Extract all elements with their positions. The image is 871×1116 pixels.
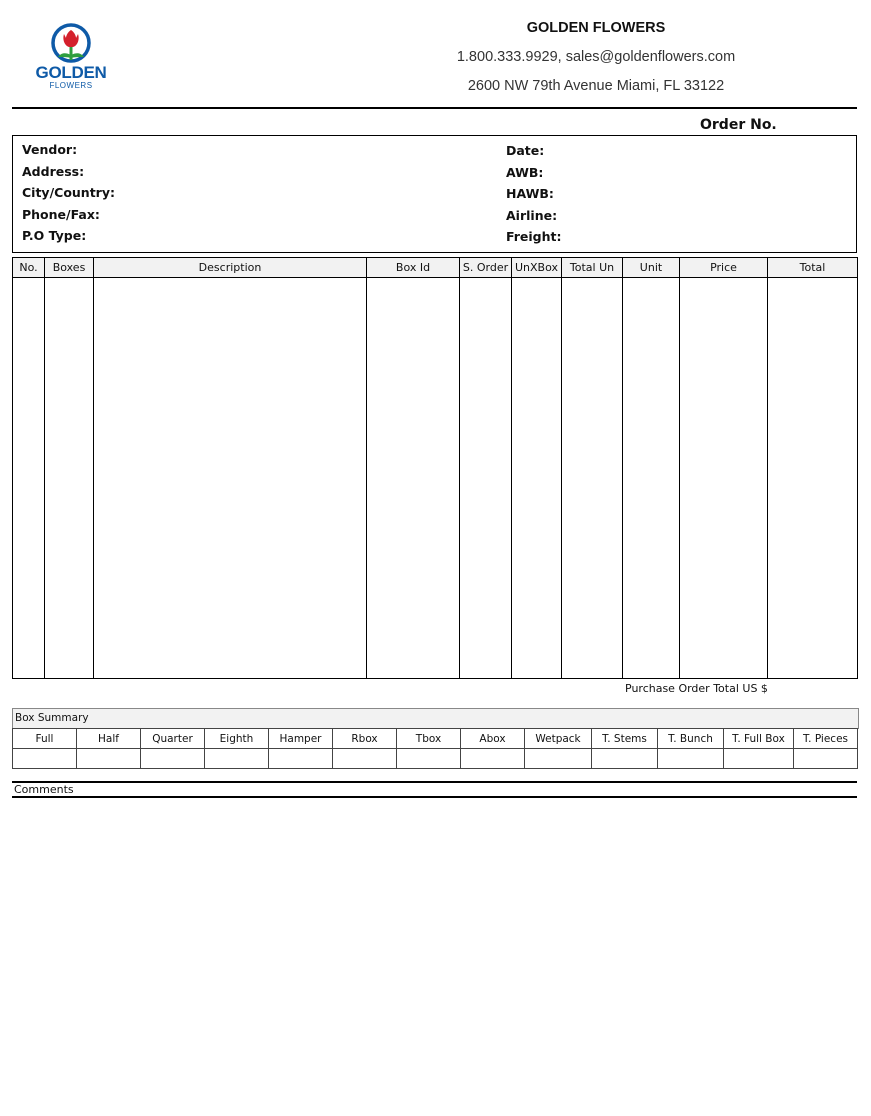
phone-fax-label: Phone/Fax: bbox=[22, 207, 100, 222]
summary-header-hamper: Hamper bbox=[269, 729, 333, 749]
box-summary-table bbox=[12, 728, 858, 769]
vendor-label: Vendor: bbox=[22, 142, 78, 157]
company-address: 2600 NW 79th Avenue Miami, FL 33122 bbox=[467, 78, 725, 94]
po-total-label: Purchase Order Total US $ bbox=[625, 682, 768, 695]
summary-cell-rbox bbox=[333, 749, 397, 769]
summary-header-t-pieces: T. Pieces bbox=[794, 729, 858, 749]
summary-cell-t-pieces bbox=[794, 749, 858, 769]
summary-header-t-full-box: T. Full Box bbox=[724, 729, 794, 749]
company-contact: 1.800.333.9929, sales@goldenflowers.com bbox=[456, 49, 736, 65]
comments-bottom-divider bbox=[12, 796, 857, 798]
summary-value-row bbox=[13, 749, 858, 769]
summary-cell-t-bunch bbox=[658, 749, 724, 769]
col-header-total: Total bbox=[768, 258, 858, 278]
col-header-total-un: Total Un bbox=[562, 258, 623, 278]
summary-header-eighth: Eighth bbox=[205, 729, 269, 749]
date-label: Date: bbox=[506, 143, 545, 158]
col-header-price: Price bbox=[680, 258, 768, 278]
summary-header-row bbox=[13, 729, 858, 749]
summary-header-wetpack: Wetpack bbox=[525, 729, 592, 749]
col-header-no: No. bbox=[13, 258, 45, 278]
summary-cell-t-full-box bbox=[724, 749, 794, 769]
logo-wordmark: GOLDEN bbox=[35, 63, 107, 82]
summary-cell-eighth bbox=[205, 749, 269, 769]
cell-total-un bbox=[562, 278, 623, 679]
awb-label: AWB: bbox=[506, 165, 544, 180]
airline-label: Airline: bbox=[506, 208, 558, 223]
summary-cell-hamper bbox=[269, 749, 333, 769]
freight-label: Freight: bbox=[506, 229, 562, 244]
col-header-unxbox: UnXBox bbox=[512, 258, 562, 278]
company-name: GOLDEN FLOWERS bbox=[526, 20, 666, 36]
header-divider bbox=[12, 107, 857, 109]
hawb-label: HAWB: bbox=[506, 186, 554, 201]
order-number-label: Order No. bbox=[700, 117, 777, 133]
summary-cell-t-stems bbox=[592, 749, 658, 769]
cell-boxes bbox=[45, 278, 94, 679]
comments-top-divider bbox=[12, 781, 857, 783]
summary-cell-half bbox=[77, 749, 141, 769]
summary-cell-tbox bbox=[397, 749, 461, 769]
cell-box-id bbox=[367, 278, 460, 679]
summary-header-half: Half bbox=[77, 729, 141, 749]
cell-unit bbox=[623, 278, 680, 679]
items-body-row bbox=[13, 278, 858, 679]
cell-total bbox=[768, 278, 858, 679]
cell-s-order bbox=[460, 278, 512, 679]
summary-header-tbox: Tbox bbox=[397, 729, 461, 749]
order-info-box bbox=[12, 135, 857, 253]
summary-header-full: Full bbox=[13, 729, 77, 749]
order-items-table bbox=[12, 257, 858, 679]
summary-cell-abox bbox=[461, 749, 525, 769]
comments-label: Comments bbox=[14, 783, 74, 796]
box-summary-title: Box Summary bbox=[12, 708, 859, 729]
summary-cell-full bbox=[13, 749, 77, 769]
col-header-s-order: S. Order bbox=[460, 258, 512, 278]
col-header-description: Description bbox=[94, 258, 367, 278]
cell-price bbox=[680, 278, 768, 679]
summary-header-t-bunch: T. Bunch bbox=[658, 729, 724, 749]
summary-header-t-stems: T. Stems bbox=[592, 729, 658, 749]
summary-cell-wetpack bbox=[525, 749, 592, 769]
logo-subtitle: FLOWERS bbox=[49, 81, 93, 90]
summary-header-quarter: Quarter bbox=[141, 729, 205, 749]
items-header-row bbox=[13, 258, 858, 278]
summary-cell-quarter bbox=[141, 749, 205, 769]
cell-description bbox=[94, 278, 367, 679]
col-header-boxes: Boxes bbox=[45, 258, 94, 278]
address-label: Address: bbox=[22, 164, 85, 179]
cell-no bbox=[13, 278, 45, 679]
cell-unxbox bbox=[512, 278, 562, 679]
col-header-box-id: Box Id bbox=[367, 258, 460, 278]
po-type-label: P.O Type: bbox=[22, 228, 87, 243]
summary-header-rbox: Rbox bbox=[333, 729, 397, 749]
city-country-label: City/Country: bbox=[22, 185, 115, 200]
col-header-unit: Unit bbox=[623, 258, 680, 278]
summary-header-abox: Abox bbox=[461, 729, 525, 749]
